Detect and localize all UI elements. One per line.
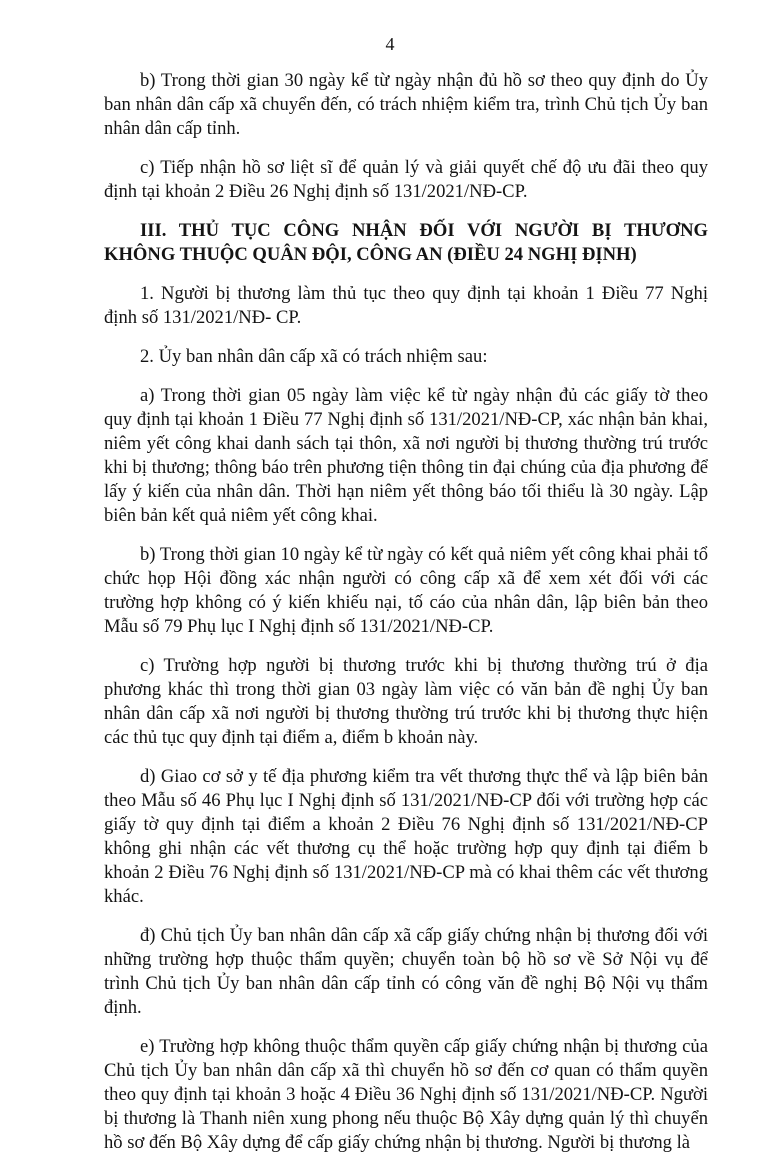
paragraph-2dd: đ) Chủ tịch Ủy ban nhân dân cấp xã cấp giấy chứng nhận bị thương đối với những trường hợp thuộc thẩm quyền; chuyển toàn bộ hồ sơ về Sở Nội vụ để trình Chủ tịch Ủy ban nhân dân cấp tỉnh có công văn đề nghị Bộ Nội vụ thẩm định. [104, 925, 708, 1018]
paragraph-2b: b) Trong thời gian 10 ngày kể từ ngày có kết quả niêm yết công khai phải tổ chức họp Hội đồng xác nhận người có công cấp xã để xem xét đối với các trường hợp không có ý kiến khiếu nại, tố cáo của nhân dân, lập biên bản theo Mẫu số 79 Phụ lục I Nghị định số 131/2021/NĐ-CP. [104, 544, 708, 637]
paragraph-2: 2. Ủy ban nhân dân cấp xã có trách nhiệm sau: [140, 346, 488, 367]
document-body [104, 69, 708, 1170]
paragraph-2a: a) Trong thời gian 05 ngày làm việc kể từ ngày nhận đủ các giấy tờ theo quy định tại khoản 1 Điều 77 Nghị định số 131/2021/NĐ-CP, xác nhận bản khai, niêm yết công khai danh sách tại thôn, xã nơi người bị thương thường trú trước khi bị thương; thông báo trên phương tiện thông tin đại chúng của địa phương để lấy ý kiến của nhân dân. Thời hạn niêm yết thông báo tối thiểu là 30 ngày. Lập biên bản kết quả niêm yết công khai. [104, 385, 708, 526]
paragraph-1: 1. Người bị thương làm thủ tục theo quy định tại khoản 1 Điều 77 Nghị định số 131/2021/NĐ- CP. [104, 283, 708, 328]
paragraph-b-provincial: b) Trong thời gian 30 ngày kể từ ngày nhận đủ hồ sơ theo quy định do Ủy ban nhân dân cấp xã chuyển đến, có trách nhiệm kiểm tra, trình Chủ tịch Ủy ban nhân dân cấp tỉnh. [104, 70, 708, 139]
paragraph-2e: e) Trường hợp không thuộc thẩm quyền cấp giấy chứng nhận bị thương của Chủ tịch Ủy ban nhân dân cấp xã thì chuyển hồ sơ đến cơ quan có thẩm quyền theo quy định tại khoản 3 hoặc 4 Điều 36 Nghị định số 131/2021/NĐ-CP. Người bị thương là Thanh niên xung phong nếu thuộc Bộ Xây dựng quản lý thì chuyển hồ sơ đến Bộ Xây dựng để cấp giấy chứng nhận bị thương. Người bị thương là [104, 1036, 708, 1153]
paragraph-c-provincial: c) Tiếp nhận hồ sơ liệt sĩ để quản lý và giải quyết chế độ ưu đãi theo quy định tại khoản 2 Điều 26 Nghị định số 131/2021/NĐ-CP. [104, 157, 708, 202]
page-number: 4 [385, 34, 395, 54]
paragraph-2c: c) Trường hợp người bị thương trước khi bị thương thường trú ở địa phương khác thì trong thời gian 03 ngày làm việc có văn bản đề nghị Ủy ban nhân dân cấp xã nơi người bị thương thường trú trước khi bị thương thực hiện các thủ tục quy định tại điểm a, điểm b khoản này. [104, 655, 708, 748]
paragraph-2d: d) Giao cơ sở y tế địa phương kiểm tra vết thương thực thể và lập biên bản theo Mẫu số 46 Phụ lục I Nghị định số 131/2021/NĐ-CP đối với trường hợp các giấy tờ quy định tại điểm a khoản 2 Điều 76 Nghị định số 131/2021/NĐ-CP không ghi nhận các vết thương cụ thể hoặc trường hợp quy định tại điểm b khoản 2 Điều 76 Nghị định số 131/2021/NĐ-CP mà có khai thêm các vết thương khác. [104, 766, 708, 907]
section-heading: III. THỦ TỤC CÔNG NHẬN ĐỐI VỚI NGƯỜI BỊ THƯƠNG KHÔNG THUỘC QUÂN ĐỘI, CÔNG AN (ĐIỀU 24 NGHỊ ĐỊNH) [104, 220, 708, 265]
